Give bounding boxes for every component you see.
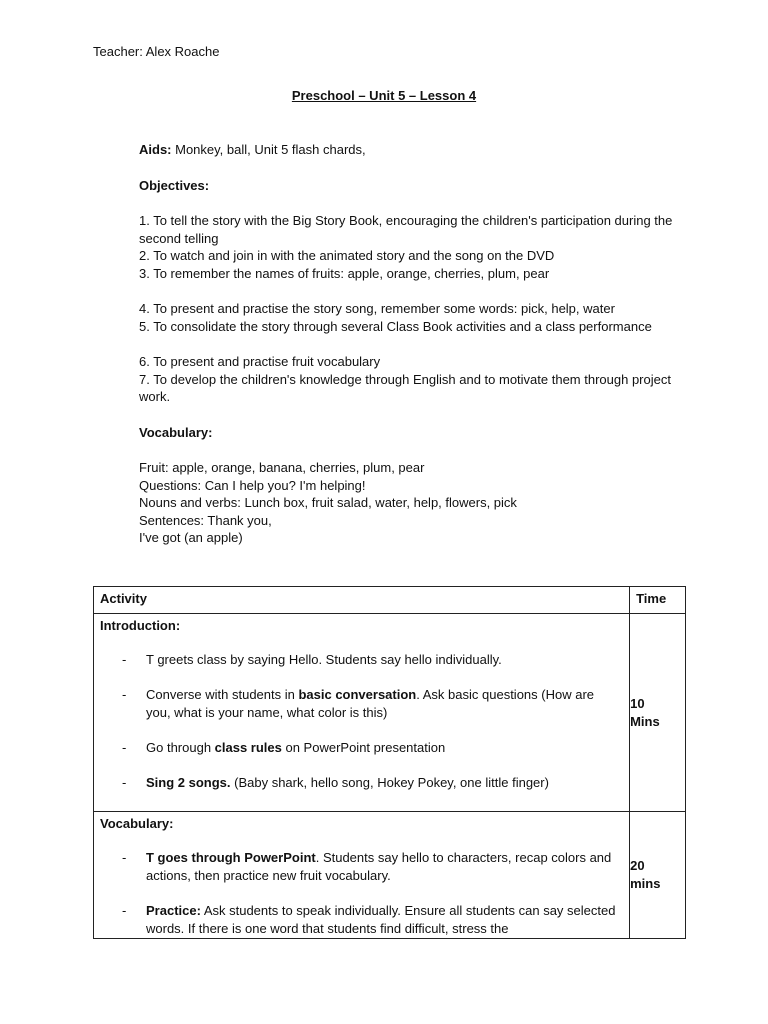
intro-section-title: Introduction: [100,618,181,633]
intro-time-unit: Mins [630,713,660,729]
list-item: - T goes through PowerPoint. Students say hello to characters, recap colors and actions, then practice new fruit vocabulary. [122,850,612,883]
teacher-name: Teacher: Alex Roache [93,44,220,59]
aids-text: Monkey, ball, Unit 5 flash chards, [171,142,366,157]
vocab-time-value: 20 [630,858,645,873]
vocab-time-cell [630,812,686,939]
objective-2: 2. To watch and join in with the animated story and the song on the DVD [139,248,555,263]
activity-header: Activity [94,587,630,614]
intro-activity-cell [94,614,630,812]
vocabulary-line-4: Sentences: Thank you, [139,512,272,528]
table-row [94,812,686,939]
objective-4: 4. To present and practise the story song, remember some words: pick, help, water [139,301,615,316]
list-item: - Go through class rules on PowerPoint presentation [122,740,446,755]
table-row [94,614,686,812]
vocab-time-unit: mins [630,876,661,891]
time-header: Time [630,587,686,614]
vocabulary-line-5: I've got (an apple) [139,530,243,545]
list-item: - Converse with students in basic conversation. Ask basic questions (How are you, what is your name, what color is this) [122,687,594,720]
objective-5: 5. To consolidate the story through several Class Book activities and a class performance [139,318,652,334]
objectives-label: Objectives: [139,177,210,193]
table-header-row [94,587,686,614]
vocabulary-line-1: Fruit: apple, orange, banana, cherries, plum, pear [139,460,425,475]
objective-3: 3. To remember the names of fruits: apple, orange, cherries, plum, pear [139,265,550,281]
objective-7: 7. To develop the children's knowledge through English and to motivate them through project work. [139,371,671,404]
intro-time-cell [630,614,686,812]
intro-time-value: 10 [630,695,645,711]
objective-6: 6. To present and practise fruit vocabulary [139,354,381,369]
aids-label: Aids: [139,142,172,157]
vocab-activity-cell [94,812,630,939]
vocab-section-title: Vocabulary: [100,816,174,831]
vocabulary-label: Vocabulary: [139,424,213,440]
list-item: - Sing 2 songs. (Baby shark, hello song, Hokey Pokey, one little finger) [122,775,549,790]
list-item: - Practice: Ask students to speak individually. Ensure all students can say selected words. If there is one word that students find difficult, stress the [122,903,616,936]
objective-1: 1. To tell the story with the Big Story Book, encouraging the children's participation during the second telling [139,213,673,246]
list-item: - T greets class by saying Hello. Students say hello individually. [122,652,502,667]
vocabulary-line-3: Nouns and verbs: Lunch box, fruit salad, water, help, flowers, pick [139,495,517,510]
lesson-details [139,141,684,547]
vocabulary-line-2: Questions: Can I help you? I'm helping! [139,477,366,493]
activity-table [93,586,686,939]
lesson-title: Preschool – Unit 5 – Lesson 4 [291,88,477,103]
aids-line [139,141,684,159]
